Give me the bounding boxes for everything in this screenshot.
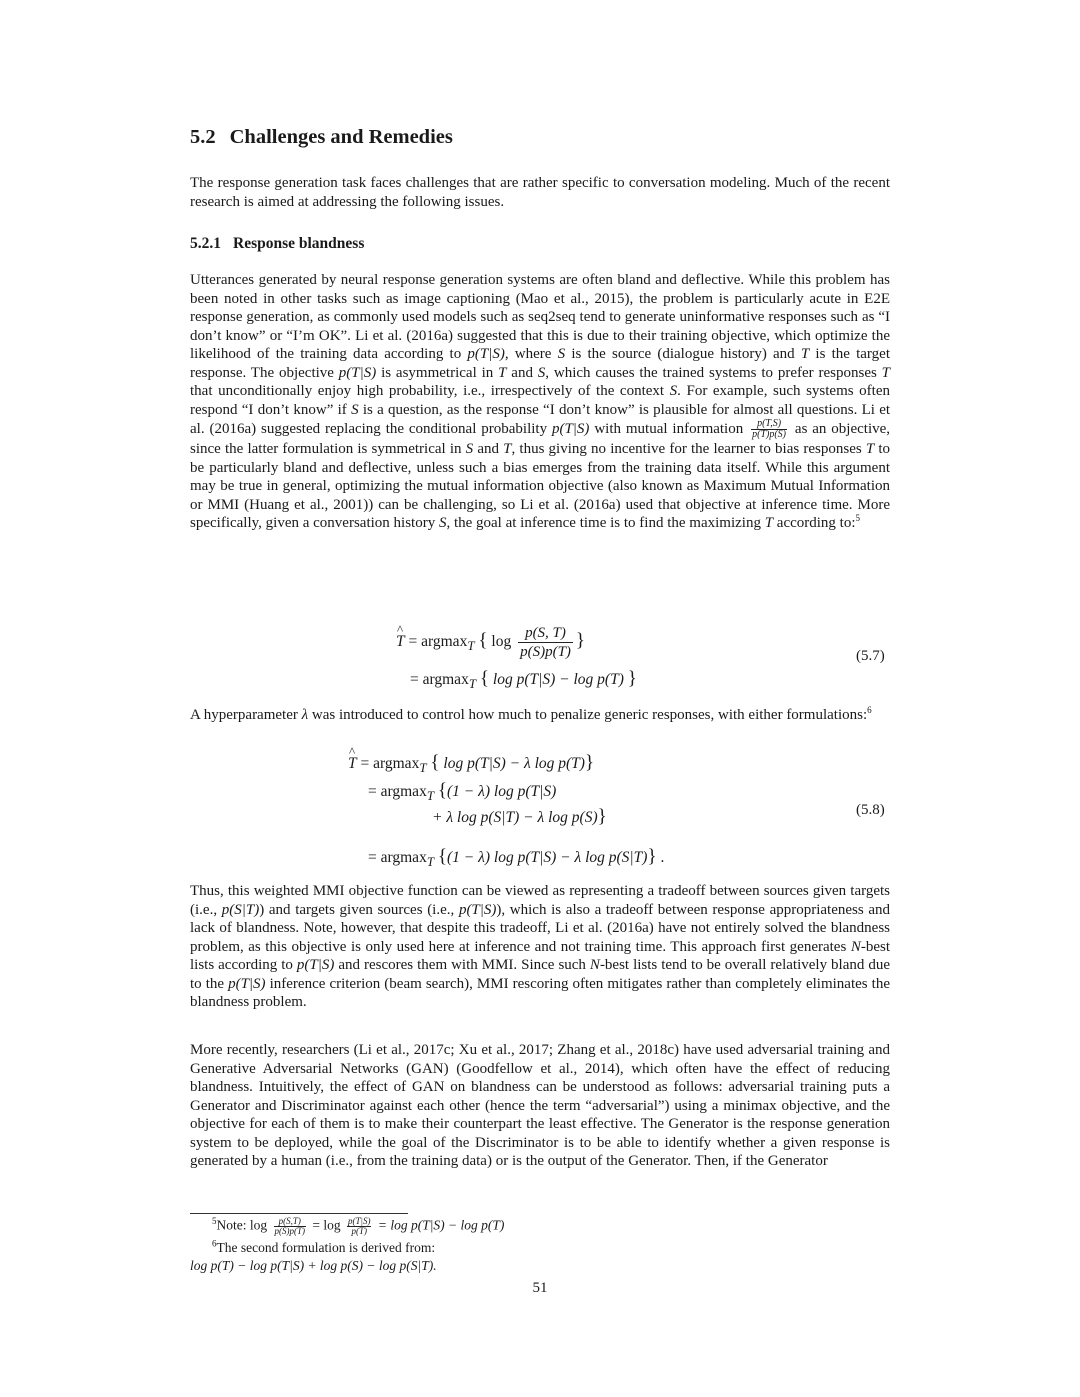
footnote-ref-5: 5 <box>855 513 861 523</box>
tradeoff-paragraph: Thus, this weighted MMI objective function can be viewed as representing a tradeoff between sources given targets (i.e., p(S|T)) and targets given sources (i.e., p(T|S)), which is also a tradeoff between response appropriateness and lack of blandness. Note, however, that despite this tradeoff, Li et al. (2016a) have not entirely solved the blandness problem, as this objective is only used here at inference and not training time. This approach first generates N-best lists according to p(T|S) and rescores them with MMI. Since such N-best lists tend to be overall relatively bland due to the p(T|S) inference criterion (beam search), MMI rescoring often mitigates rather than completely eliminates the blandness problem. <box>190 883 891 1010</box>
section-number: 5.2 <box>190 126 216 148</box>
intro-paragraph: The response generation task faces challenges that are rather specific to conversation modeling. Much of the recent research is aimed at addressing the following issues. <box>190 175 890 210</box>
footnote-6: $^6$The second formulation is derived from: <box>212 1238 436 1255</box>
eq57-fraction: $\frac{p(S, T)}{p(S)p(T)}$ <box>520 625 571 660</box>
hyperparameter-paragraph: A hyperparameter λ was introduced to control how much to penalize generic responses, with either formulations:$^6$ <box>190 705 872 723</box>
footnote-5: $^5$Note: log $\frac{p(S,T)}{p(S)p(T)}$ = log $\frac{p(T|S)}{p(T)}$ = log p(T|S) − log p(T) <box>212 1216 505 1236</box>
footnote-5-fraction-2: $\frac{p(T|S)}{p(T)}$ <box>348 1216 371 1236</box>
footnote-rule <box>190 1213 408 1214</box>
blandness-paragraph: Utterances generated by neural response generation systems are often bland and deflective. While this problem has been noted in other tasks such as image captioning (Mao et al., 2015), the problem is particularly acute in E2E response generation, as commonly used models such as seq2seq tend to generate uninformative responses such as “I don’t know” or “I’m OK”. Li et al. (2016a) suggested that this is due to their training objective, which optimize the likelihood of the training data according to p(T|S), where S is the source (dialogue history) and T is the target response. The objective p(T|S) is asymmetrical in T and S, which causes the trained systems to prefer responses T that unconditionally enjoy high probability, i.e., irrespectively of the context S. For example, such systems often respond “I don’t know” if S is a question, as the response “I don’t know” is plausible for almost all questions. Li et al. (2016a) suggested replacing the conditional probability p(T|S) with mutual information $\frac{p(T,S)}{p(T)p(S)}$ as an objective, since the latter formulation is symmetrical in S and T, thus giving no incentive for the learner to bias responses T to be particularly bland and deflective, unless such a bias emerges from the training data itself. While this argument may be true in general, optimizing the mutual information objective (also known as Maximum Mutual Information or MMI (Huang et al., 2001)) can be challenging, so Li et al. (2016a) used that objective at inference time. More specifically, given a conversation history S, the goal at inference time is to find the maximizing T according to:$^5$ <box>190 272 891 531</box>
footnote-ref-6: 6 <box>867 705 872 715</box>
eq57-line1: ^ T = argmax$_T$ { log $\frac{p(S, T)}{p(S)p(T)}$ } <box>396 624 585 661</box>
mutual-information-fraction: $\frac{p(T,S)}{p(T)p(S)}$ <box>752 418 787 440</box>
eq58-line4: = argmax$_T$ {(1 − λ) log p(T|S) − λ log p(S|T)} . <box>368 846 665 870</box>
subsection-number: 5.2.1 <box>190 235 221 252</box>
subsection-title: Response blandness <box>233 235 365 252</box>
eq58-line2: = argmax$_T$ {(1 − λ) log p(T|S) <box>368 780 557 804</box>
subsection-heading <box>190 235 364 253</box>
adversarial-paragraph: More recently, researchers (Li et al., 2017c; Xu et al., 2017; Zhang et al., 2018c) have used adversarial training and Generative Adversarial Networks (GAN) (Goodfellow et al., 2014), which often have the effect of reducing blandness. Intuitively, the effect of GAN on blandness can be understood as follows: adversarial training puts a Generator and Discriminator against each other (hence the term “adversarial”) using a minimax objective, and the objective for each of them is to make their counterpart the least effective. The Generator is the response generation system to be deployed, while the goal of the Discriminator is to be able to identify whether a given response is generated by a human (i.e., from the training data) or is the output of the Generator. Then, if the Generator <box>190 1042 890 1169</box>
eq58-line1: ^ T = argmax$_T$ { log p(T|S) − λ log p(T)} <box>348 752 594 776</box>
page-number: 51 <box>532 1280 548 1296</box>
eq58-line3: + λ log p(S|T) − λ log p(S)} <box>432 806 607 827</box>
footnote-5-fraction-1: $\frac{p(S,T)}{p(S)p(T)}$ <box>274 1216 305 1236</box>
eq57-number: (5.7) <box>856 648 885 664</box>
footnote-6-formula: log p(T) − log p(T|S) + log p(S) − log p(S|T). <box>190 1258 437 1273</box>
eq58-number: (5.8) <box>856 802 885 818</box>
eq57-line2: = argmax$_T$ { log p(T|S) − log p(T) } <box>410 668 637 692</box>
section-heading <box>190 126 453 149</box>
section-title: Challenges and Remedies <box>229 126 453 148</box>
